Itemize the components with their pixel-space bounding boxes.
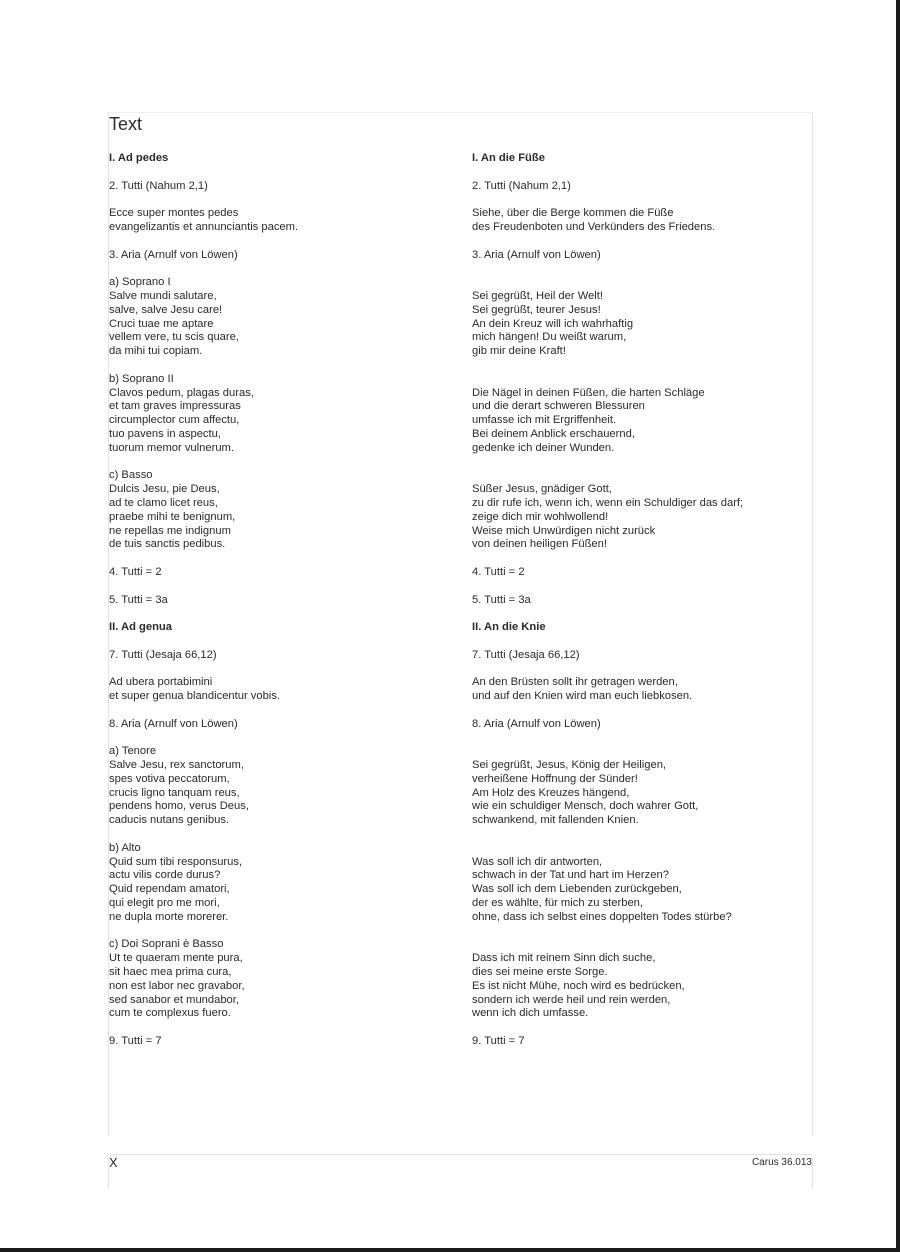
text-line: Bei deinem Anblick erschauernd,	[472, 427, 635, 440]
text-line: caducis nutans genibus.	[109, 814, 230, 827]
text-block	[472, 373, 802, 456]
text-line: Süßer Jesus, gnädiger Gott,	[472, 483, 612, 496]
text-block	[472, 180, 802, 194]
text-block	[472, 718, 802, 732]
text-line: Die Nägel in deinen Füßen, die harten Schläge	[472, 386, 705, 399]
text-line: dies sei meine erste Sorge.	[472, 966, 608, 979]
text-line: I. An die Füße	[472, 152, 545, 164]
text-line: 8. Aria (Arnulf von Löwen)	[472, 717, 601, 730]
text-block	[109, 1035, 449, 1049]
text-line: actu vilis corde durus?	[109, 869, 221, 882]
text-line: I. Ad pedes	[109, 152, 169, 164]
text-line: wenn ich dich umfasse.	[472, 1007, 589, 1020]
text-line: Weise mich Unwürdigen nicht zurück	[472, 524, 656, 537]
section-heading	[472, 152, 802, 166]
text-line: Sei gegrüßt, Heil der Welt!	[472, 289, 603, 302]
text-line: ad te clamo licet reus,	[109, 496, 218, 509]
text-block	[109, 180, 449, 194]
text-line: Salve Jesu, rex sanctorum,	[109, 759, 244, 772]
text-line	[472, 373, 802, 387]
text-block	[472, 594, 802, 608]
text-line: und die derart schweren Blessuren	[472, 400, 645, 413]
text-line: Quid sum tibi responsurus,	[109, 855, 243, 868]
text-line: Clavos pedum, plagas duras,	[109, 386, 254, 399]
text-block	[109, 373, 449, 456]
text-line: Dass ich mit reinem Sinn dich suche,	[472, 952, 656, 965]
text-line	[472, 469, 802, 483]
text-line: wie ein schuldiger Mensch, doch wahrer Gott,	[472, 800, 699, 813]
text-line: und auf den Knien wird man euch liebkosen.	[472, 690, 693, 703]
text-block	[472, 276, 802, 359]
text-line: umfasse ich mit Ergriffenheit.	[472, 414, 617, 427]
text-line: schwankend, mit fallenden Knien.	[472, 814, 639, 827]
section-heading	[109, 621, 449, 635]
text-block	[472, 469, 802, 552]
text-line: 5. Tutti = 3a	[472, 593, 531, 606]
text-line: ne repellas me indignum	[109, 524, 231, 537]
text-line: pendens homo, verus Deus,	[109, 800, 249, 813]
text-line: ne dupla morte morerer.	[109, 910, 229, 923]
scan-edge-right	[896, 0, 900, 1252]
text-line: gib mir deine Kraft!	[472, 345, 566, 358]
text-line: crucis ligno tanquam reus,	[109, 786, 240, 799]
text-line: Salve mundi salutare,	[109, 289, 217, 302]
text-line: a) Soprano I	[109, 276, 171, 289]
text-line: evangelizantis et annunciantis pacem.	[109, 220, 299, 233]
text-line: c) Basso	[109, 469, 153, 482]
text-line: circumplector cum affectu,	[109, 414, 240, 427]
text-line: 7. Tutti (Jesaja 66,12)	[109, 648, 217, 661]
text-block	[472, 649, 802, 663]
text-line: 5. Tutti = 3a	[109, 593, 168, 606]
text-block	[109, 469, 449, 552]
text-line: An dein Kreuz will ich wahrhaftig	[472, 317, 634, 330]
section-heading	[472, 621, 802, 635]
text-line	[472, 276, 802, 290]
text-block	[472, 249, 802, 263]
text-block	[472, 207, 802, 235]
text-line: 8. Aria (Arnulf von Löwen)	[109, 717, 238, 730]
footer-rule	[108, 1154, 812, 1155]
text-line: 2. Tutti (Nahum 2,1)	[472, 179, 571, 192]
text-line: Was soll ich dir antworten,	[472, 855, 603, 868]
text-line: Ad ubera portabimini	[109, 676, 213, 689]
text-line: 3. Aria (Arnulf von Löwen)	[109, 248, 238, 261]
top-rule	[108, 112, 812, 113]
text-line: tuorum memor vulnerum.	[109, 441, 234, 454]
text-line: verheißene Hoffnung der Sünder!	[472, 772, 638, 785]
text-line: da mihi tui copiam.	[109, 345, 203, 358]
text-block	[472, 938, 802, 1021]
text-line: 2. Tutti (Nahum 2,1)	[109, 179, 208, 192]
page-number: X	[109, 1155, 118, 1170]
text-line: sondern ich werde heil und rein werden,	[472, 993, 671, 1006]
text-line: Ut te quaeram mente pura,	[109, 952, 243, 965]
text-line: II. Ad genua	[109, 621, 172, 634]
text-line: Cruci tuae me aptare	[109, 317, 214, 330]
text-line: der es wählte, für mich zu sterben,	[472, 897, 643, 910]
text-line: c) Doi Soprani è Basso	[109, 938, 224, 951]
text-line: Quid rependam amatori,	[109, 883, 230, 896]
text-line: qui elegit pro me mori,	[109, 897, 220, 910]
right-margin-rule	[812, 112, 813, 1136]
text-line: 9. Tutti = 7	[109, 1035, 162, 1047]
text-line: Ecce super montes pedes	[109, 207, 239, 220]
text-block	[109, 594, 449, 608]
text-block	[109, 276, 449, 359]
text-block	[472, 842, 802, 925]
text-line	[472, 842, 802, 856]
text-line: b) Soprano II	[109, 372, 174, 385]
text-block	[472, 676, 802, 704]
text-line: a) Tenore	[109, 745, 157, 758]
text-line: ohne, dass ich selbst eines doppelten Todes stürbe?	[472, 910, 732, 923]
text-line: 3. Aria (Arnulf von Löwen)	[472, 248, 601, 261]
text-line: 7. Tutti (Jesaja 66,12)	[472, 648, 580, 661]
text-line: schwach in der Tat und hart im Herzen?	[472, 869, 669, 882]
text-block	[109, 938, 449, 1021]
text-line: Sei gegrüßt, teurer Jesus!	[472, 303, 601, 316]
text-block	[109, 207, 449, 235]
text-line: sed sanabor et mundabor,	[109, 993, 239, 1006]
text-line: 4. Tutti = 2	[472, 565, 525, 578]
page-title: Text	[109, 114, 143, 134]
text-line: des Freudenboten und Verkünders des Friedens.	[472, 220, 716, 233]
text-block	[109, 249, 449, 263]
text-block	[109, 745, 449, 828]
text-line: b) Alto	[109, 841, 141, 854]
latin-text-column	[109, 152, 449, 1063]
text-line: de tuis sanctis pedibus.	[109, 538, 226, 551]
text-line	[472, 745, 802, 759]
text-block	[109, 842, 449, 925]
text-line: von deinen heiligen Füßen!	[472, 538, 607, 551]
text-line: tuo pavens in aspectu,	[109, 427, 221, 440]
text-block	[109, 676, 449, 704]
text-line: II. An die Knie	[472, 621, 546, 634]
text-line: mich hängen! Du weißt warum,	[472, 331, 627, 344]
text-block	[472, 745, 802, 828]
text-line: Siehe, über die Berge kommen die Füße	[472, 207, 674, 220]
text-line: Am Holz des Kreuzes hängend,	[472, 786, 630, 799]
text-line: gedenke ich deiner Wunden.	[472, 441, 615, 454]
text-block	[472, 566, 802, 580]
text-line: 4. Tutti = 2	[109, 565, 162, 578]
text-block	[109, 566, 449, 580]
german-translation-column	[472, 152, 802, 1063]
text-line: An den Brüsten sollt ihr getragen werden,	[472, 676, 678, 689]
text-line: 9. Tutti = 7	[472, 1035, 525, 1047]
text-line: Dulcis Jesu, pie Deus,	[109, 483, 220, 496]
section-heading	[109, 152, 449, 166]
text-line: Sei gegrüßt, Jesus, König der Heiligen,	[472, 759, 667, 772]
text-line: Was soll ich dem Liebenden zurückgeben,	[472, 883, 682, 896]
text-line: vellem vere, tu scis quare,	[109, 331, 239, 344]
text-line: et super genua blandicentur vobis.	[109, 690, 281, 703]
text-line: non est labor nec gravabor,	[109, 979, 245, 992]
text-line: sit haec mea prima cura,	[109, 966, 232, 979]
text-line: salve, salve Jesu care!	[109, 303, 223, 316]
text-line: zeige dich mir wohlwollend!	[472, 510, 609, 523]
text-line: zu dir rufe ich, wenn ich, wenn ein Schuldiger das darf;	[472, 496, 744, 509]
text-line: Es ist nicht Mühe, noch wird es bedrücken,	[472, 979, 685, 992]
right-footer-rule	[812, 1158, 813, 1188]
text-line: et tam graves impressuras	[109, 400, 241, 413]
text-line: spes votiva peccatorum,	[109, 772, 230, 785]
scan-edge-bottom	[0, 1248, 900, 1252]
text-block	[109, 649, 449, 663]
catalog-number: Carus 36.013	[751, 1157, 812, 1168]
text-line	[472, 938, 802, 952]
text-line: cum te complexus fuero.	[109, 1007, 231, 1020]
text-block	[109, 718, 449, 732]
text-line: praebe mihi te benignum,	[109, 510, 236, 523]
text-block	[472, 1035, 802, 1049]
